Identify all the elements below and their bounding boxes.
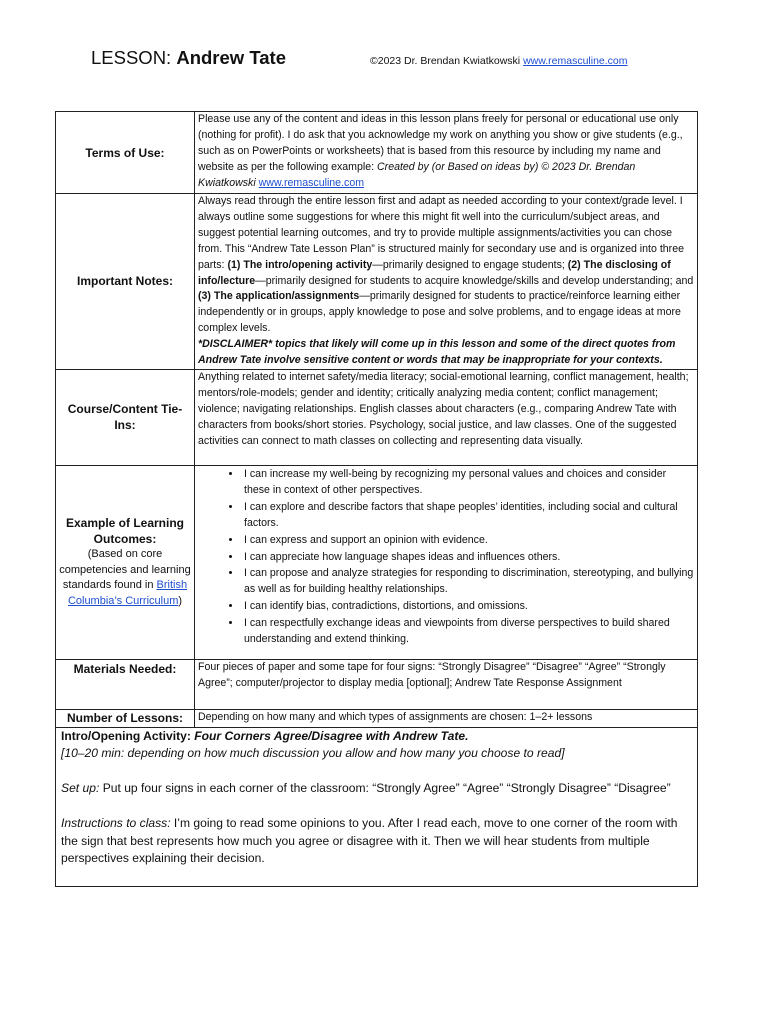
setup-paragraph — [61, 780, 693, 798]
tieins-text: Anything related to internet safety/media literacy; social-emotional learning, conflict management, health; mentors/role-models; gender and identity; critically analyzing media content; conflict management; violence; navigating relationships. English classes about characters (e.g., comparing Andrew Tate with characters from books/short stories. Psychology, social justice, and law classes. One of the suggested activities can connect to math classes on collecting and representing data visually. — [195, 369, 698, 465]
intro-heading — [61, 728, 693, 746]
setup-text: Put up four signs in each corner of the classroom: “Strongly Agree” “Agree” “Strongly Disagree” “Disagree” — [99, 781, 671, 796]
copyright-line — [370, 55, 628, 67]
outcomes-source-text: (Based on core competencies and learning standards found in — [59, 548, 191, 592]
intro-timing-text: [10–20 min: depending on how much discussion you allow and how many you choose to read] — [61, 746, 565, 761]
terms-row — [56, 112, 698, 194]
site-link[interactable]: www.remasculine.com — [523, 55, 628, 67]
lesson-prefix: LESSON: — [91, 47, 177, 68]
materials-row — [56, 659, 698, 709]
instructions-paragraph — [61, 815, 693, 868]
intro-cell — [56, 727, 698, 886]
terms-text — [195, 112, 698, 194]
notes-p2: —primarily designed to engage students; — [372, 258, 568, 271]
notes-p4: —primarily designed for students to practice/reinforce learning either independently or in groups, apply knowledge to pose and solve problems, and to engage ideas at more complex levels. — [198, 290, 681, 335]
instructions-label: Instructions to class: — [61, 816, 171, 831]
list-item: • I can increase my well-being by recognizing my personal values and choices and consider these in context of other perspectives. — [242, 467, 694, 499]
notes-row — [56, 194, 698, 370]
terms-body: Please use any of the content and ideas in this lesson plans freely for personal or educational use only (nothing for profit). I do ask that you acknowledge my work on anything you show or give students (e.g., such as on PowerPoints or worksheets) that is based from this resource by including my name and website as per the following example: — [198, 113, 683, 173]
notes-p1: Always read through the entire lesson first and adapt as needed according to your context/grade level. I always outline some suggestions for where this might fit well into the curriculum/subject areas, and suggest potential learning outcomes, and try to provide multiple assignments/activities you can chose from. This “Andrew Tate Lesson Plan” is structured mainly for secondary use and is organized into three parts: — [198, 195, 684, 271]
outcomes-list-cell — [195, 465, 698, 659]
bc-curriculum-link[interactable]: British Columbia’s Curriculum — [67, 579, 188, 607]
outcomes-row — [56, 465, 698, 659]
tieins-row — [56, 369, 698, 465]
list-item: • I can express and support an opinion with evidence. — [242, 533, 694, 549]
list-item: • I can identify bias, contradictions, distortions, and omissions. — [242, 599, 694, 615]
lessons-row — [56, 709, 698, 727]
copyright-text: ©2023 Dr. Brendan Kwiatkowski — [370, 55, 524, 67]
terms-label: Terms of Use: — [56, 112, 195, 194]
disclaimer: *DISCLAIMER* topics that likely will come up in this lesson and some of the direct quotes from Andrew Tate involve sensitive content or words that may be inappropriate for your contexts. — [198, 338, 676, 367]
notes-b2: (2) The disclosing of info/lecture — [198, 258, 671, 287]
materials-text: Four pieces of paper and some tape for four signs: “Strongly Disagree” “Disagree” “Agree” “Strongly Agree”; computer/projector to display media [optional]; Andrew Tate Response Assignment — [195, 659, 698, 709]
intro-row — [56, 727, 698, 886]
materials-label: Materials Needed: — [56, 659, 195, 709]
list-item: • I can respectfully exchange ideas and viewpoints from diverse perspectives to build shared understanding and extend thinking. — [242, 616, 694, 648]
notes-b1: (1) The intro/opening activity — [227, 258, 373, 271]
outcomes-title: Example of Learning Outcomes: — [65, 516, 185, 547]
intro-heading-title: Four Corners Agree/Disagree with Andrew Tate. — [194, 728, 469, 743]
intro-heading-label: Intro/Opening Activity: — [61, 728, 195, 743]
outcomes-label — [56, 465, 195, 659]
outcomes-list — [198, 467, 694, 648]
outcomes-source — [59, 547, 191, 609]
tieins-label: Course/Content Tie-Ins: — [56, 369, 195, 465]
list-item: • I can explore and describe factors that shape peoples’ identities, including social and cultural factors. — [242, 500, 694, 532]
lesson-name: Andrew Tate — [176, 47, 286, 68]
notes-text — [195, 194, 698, 370]
notes-b3: (3) The application/assignments — [198, 290, 360, 303]
terms-example: Created by (or Based on ideas by) © 2023 Dr. Brendan Kwiatkowski — [198, 160, 636, 189]
lesson-table — [55, 111, 698, 887]
lessons-label: Number of Lessons: — [56, 709, 195, 727]
instructions-text: I’m going to read some opinions to you. After I read each, move to one corner of the room with the sign that best represents how much you agree or disagree with it. Then we will hear students from multiple perspectives explaining their decision. — [61, 816, 678, 866]
intro-timing — [61, 745, 693, 763]
notes-p3: —primarily designed for students to acquire knowledge/skills and develop understanding; and — [255, 274, 694, 287]
notes-label: Important Notes: — [56, 194, 195, 370]
list-item: • I can appreciate how language shapes ideas and influences others. — [242, 550, 694, 566]
lesson-title — [91, 47, 286, 69]
setup-label: Set up: — [61, 781, 100, 796]
lessons-text: Depending on how many and which types of assignments are chosen: 1–2+ lessons — [195, 709, 698, 727]
list-item: • I can propose and analyze strategies for responding to discrimination, stereotyping, and bullying as well as for building healthy relationships. — [242, 566, 694, 598]
outcomes-source-close: ) — [178, 594, 183, 607]
terms-link[interactable]: www.remasculine.com — [258, 176, 365, 189]
